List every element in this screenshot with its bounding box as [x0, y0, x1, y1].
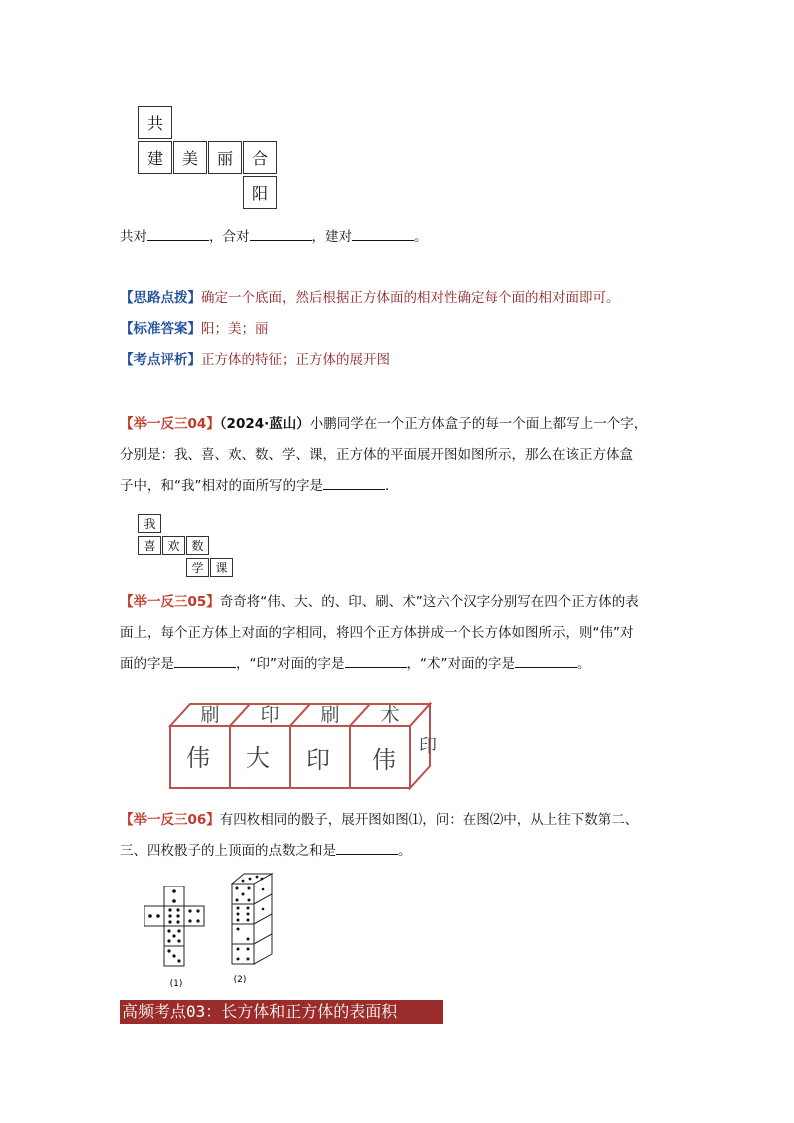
- q05-tag: 【举一反三05】: [120, 594, 220, 610]
- q06-line-1: [120, 810, 638, 830]
- q04-line-1: [120, 414, 647, 434]
- cube-top-char: 刷: [200, 704, 220, 726]
- answer-blank[interactable]: [336, 841, 398, 855]
- q05-text: ，“术”对面的字是: [406, 656, 515, 672]
- net-cell: 欢: [162, 536, 185, 555]
- cube-front-char: 伟: [186, 744, 210, 772]
- q05-line-2: 面上，每个正方体上对面的字相同，将四个正方体拼成一个长方体如图所示，则“伟”对: [120, 625, 634, 641]
- hint-text: 确定一个底面，然后根据正方体面的相对性确定每个面的相对面即可。: [201, 290, 620, 306]
- q06-end: 。: [398, 843, 412, 859]
- q1-sep: ，合对: [209, 229, 250, 245]
- q05-line-3: [120, 654, 591, 674]
- q06-tag: 【举一反三06】: [120, 812, 220, 828]
- dice-stack-figure: [226, 872, 282, 986]
- net-cell: 建: [138, 141, 172, 174]
- hint-label: 【思路点拨】: [120, 290, 201, 306]
- q1-prefix: 共对: [120, 229, 147, 245]
- net-cell: 丽: [208, 141, 242, 174]
- q04-text: 子中，和“我”相对的面所写的字是: [120, 478, 323, 494]
- q05-text: 奇奇将“伟、大、的、印、刷、术”这六个汉字分别写在四个正方体的表: [219, 594, 639, 610]
- q04-text: 小鹏同学在一个正方体盒子的每一个面上都写上一个字，: [309, 416, 648, 432]
- q06-text: 三、四枚骰子的上顶面的点数之和是: [120, 843, 336, 859]
- question-1-line: [120, 227, 428, 247]
- review-label: 【考点评析】: [120, 352, 201, 368]
- answer-blank[interactable]: [352, 227, 414, 241]
- net-cell: 喜: [138, 536, 161, 555]
- review-text: 正方体的特征；正方体的展开图: [201, 352, 390, 368]
- q06-line-2: [120, 841, 412, 861]
- q05-text: 面的字是: [120, 656, 174, 672]
- cube-front-char: 伟: [372, 746, 396, 774]
- answer-blank[interactable]: [250, 227, 312, 241]
- net-cell: 美: [173, 141, 207, 174]
- cube-side-char: 印: [419, 736, 437, 757]
- net-cell: 阳: [243, 176, 277, 209]
- cube-net-2: [138, 514, 238, 580]
- q04-line-3: [120, 476, 399, 496]
- net-cell: 我: [138, 514, 161, 533]
- q05-text: ，“印”对面的字是: [236, 656, 345, 672]
- answer-blank[interactable]: [147, 227, 209, 241]
- answer-line: [120, 319, 269, 339]
- q04-end: ．: [385, 478, 399, 494]
- cube-front-char: 大: [246, 744, 270, 772]
- figure-label-2: (2): [233, 975, 247, 985]
- hint-line: [120, 288, 620, 308]
- q04-tag: 【举一反三04】: [120, 416, 220, 432]
- q04-source: （2024·蓝山）: [219, 416, 310, 432]
- four-cubes-figure: [168, 694, 448, 794]
- net-cell: 共: [138, 106, 172, 139]
- q05-end: 。: [577, 656, 591, 672]
- cube-top-char: 术: [380, 704, 400, 726]
- cube-top-char: 刷: [320, 704, 340, 726]
- net-cell: 合: [243, 141, 277, 174]
- cube-top-char: 印: [260, 704, 280, 726]
- cube-net-1: [138, 106, 278, 211]
- answer-text: 阳；美；丽: [201, 321, 269, 337]
- answer-blank[interactable]: [345, 654, 407, 668]
- q05-line-1: [120, 592, 639, 612]
- net-cell: 学: [186, 558, 209, 577]
- q06-text: 有四枚相同的骰子，展开图如图⑴，问：在图⑵中，从上往下数第二、: [219, 812, 639, 828]
- q1-end: 。: [414, 229, 428, 245]
- dice-net-figure: [144, 886, 210, 990]
- answer-blank[interactable]: [515, 654, 577, 668]
- q1-sep: ，建对: [311, 229, 352, 245]
- cube-front-char: 印: [306, 746, 330, 774]
- answer-blank[interactable]: [323, 476, 385, 490]
- figure-label-1: (1): [169, 979, 183, 989]
- net-cell: 课: [210, 558, 233, 577]
- answer-blank[interactable]: [174, 654, 236, 668]
- section-banner: 高频考点03：长方体和正方体的表面积: [120, 1000, 443, 1024]
- review-line: [120, 350, 390, 370]
- answer-label: 【标准答案】: [120, 321, 201, 337]
- net-cell: 数: [186, 536, 209, 555]
- q04-line-2: 分别是：我、喜、欢、数、学、课，正方体的平面展开图如图所示，那么在该正方体盒: [120, 447, 633, 463]
